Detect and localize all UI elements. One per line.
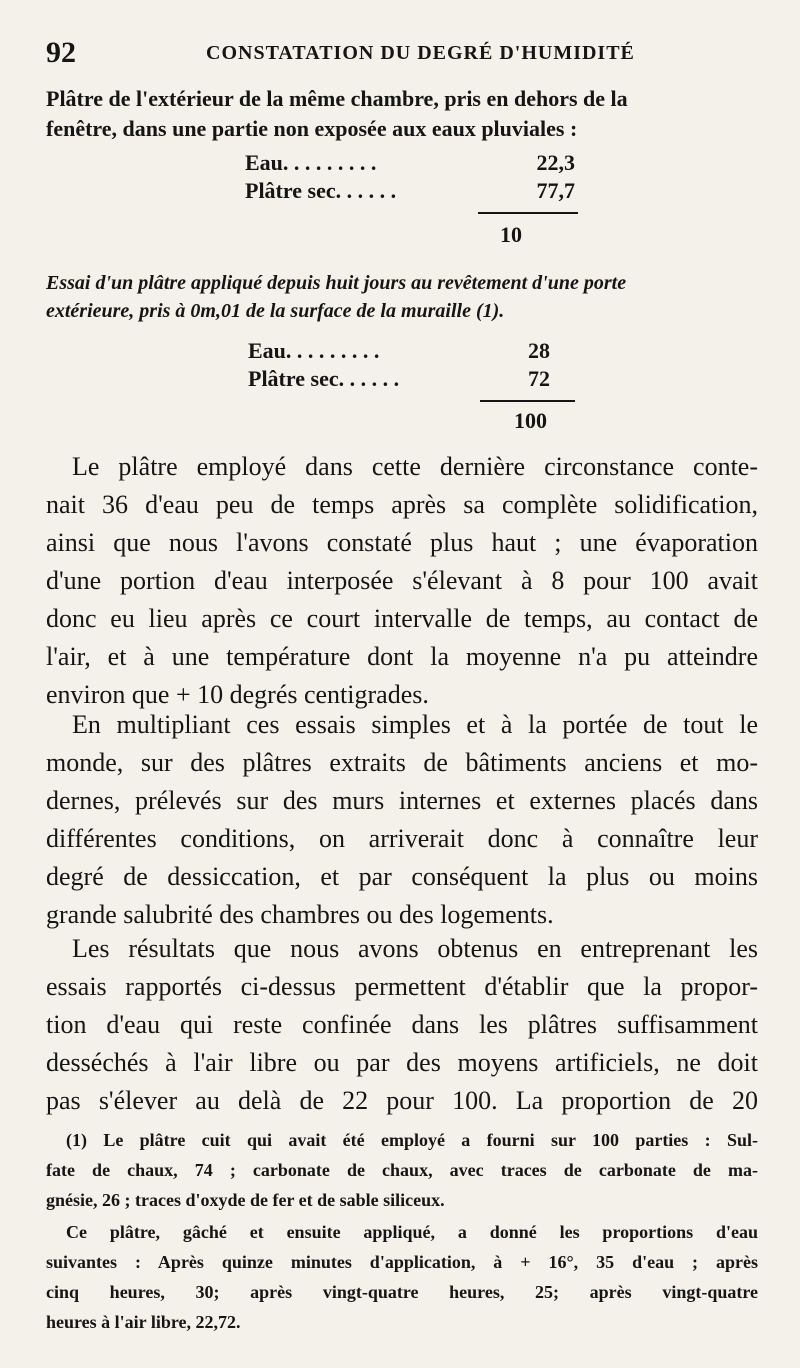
footnote-line: gnésie, 26 ; traces d'oxyde de fer et de sable siliceux.	[46, 1190, 445, 1210]
footnote-line: cinq heures, 30; après vingt-quatre heures, 25; après vingt-quatre	[46, 1282, 758, 1302]
footnote-line: Ce plâtre, gâché et ensuite appliqué, a donné les proportions d'eau	[66, 1222, 758, 1242]
paragraph-line: Les résultats que nous avons obtenus en entreprenant les	[72, 934, 758, 963]
paragraph-line: tion d'eau qui reste confinée dans les plâtres suffisamment	[46, 1010, 758, 1039]
footnote-line: (1) Le plâtre cuit qui avait été employé a fourni sur 100 parties : Sul-	[66, 1130, 758, 1150]
paragraph-line: nait 36 d'eau peu de temps après sa complète solidification,	[46, 490, 758, 519]
paragraph-line: essais rapportés ci-dessus permettent d'établir que la propor-	[46, 972, 758, 1001]
page-number: 92	[46, 36, 76, 69]
table-row-value: 72	[528, 366, 550, 391]
paragraph-line: desséchés à l'air libre ou par des moyens artificiels, ne doit	[46, 1048, 758, 1077]
table-row-value: 22,3	[536, 150, 575, 175]
paragraph-line: grande salubrité des chambres ou des logements.	[46, 900, 554, 929]
sample2-intro-line: Essai d'un plâtre appliqué depuis huit jours au revêtement d'une porte	[46, 272, 627, 294]
paragraph-line: l'air, et à une température dont la moyenne n'a pu atteindre	[46, 642, 758, 671]
paragraph-line: Le plâtre employé dans cette dernière circonstance conte-	[72, 452, 758, 481]
paragraph-line: En multipliant ces essais simples et à la portée de tout le	[72, 710, 758, 739]
page-header	[46, 36, 758, 76]
footnote-line: heures à l'air libre, 22,72.	[46, 1312, 241, 1332]
paragraph-line: d'une portion d'eau interposée s'élevant à 8 pour 100 avait	[46, 566, 758, 595]
footnote-line: suivantes : Après quinze minutes d'application, à + 16°, 35 d'eau ; après	[46, 1252, 758, 1272]
table-row-label: Eau. . . . . . . . .	[248, 338, 380, 363]
paragraph-line: environ que + 10 degrés centigrades.	[46, 680, 429, 709]
table-row-label: Eau. . . . . . . . .	[245, 150, 377, 175]
table-total: 10	[500, 222, 522, 247]
sum-rule	[480, 400, 575, 402]
table-row-value: 77,7	[536, 178, 575, 203]
paragraph-line: donc eu lieu après ce court intervalle de temps, au contact de	[46, 604, 758, 633]
paragraph-line: différentes conditions, on arriverait donc à connaître leur	[46, 824, 758, 853]
sample1-intro-line: fenêtre, dans une partie non exposée aux eaux pluviales :	[46, 116, 578, 141]
running-title: CONSTATATION DU DEGRÉ D'HUMIDITÉ	[206, 42, 635, 64]
table-total: 100	[514, 408, 547, 433]
paragraph-line: pas s'élever au delà de 22 pour 100. La proportion de 20	[46, 1086, 758, 1115]
paragraph-line: dernes, prélevés sur des murs internes et externes placés dans	[46, 786, 758, 815]
table-row-label: Plâtre sec. . . . . .	[245, 178, 397, 203]
paragraph-line: monde, sur des plâtres extraits de bâtiments anciens et mo-	[46, 748, 758, 777]
sample2-intro-line: extérieure, pris à 0m,01 de la surface de la muraille (1).	[46, 300, 505, 322]
footnote-line: fate de chaux, 74 ; carbonate de chaux, avec traces de carbonate de ma-	[46, 1160, 758, 1180]
paragraph-line: ainsi que nous l'avons constaté plus haut ; une évaporation	[46, 528, 758, 557]
sample1-intro-line: Plâtre de l'extérieur de la même chambre, pris en dehors de la	[46, 86, 628, 111]
table-row-value: 28	[528, 338, 550, 363]
sum-rule	[478, 212, 578, 214]
table-row-label: Plâtre sec. . . . . .	[248, 366, 400, 391]
paragraph-line: degré de dessiccation, et par conséquent la plus ou moins	[46, 862, 758, 891]
